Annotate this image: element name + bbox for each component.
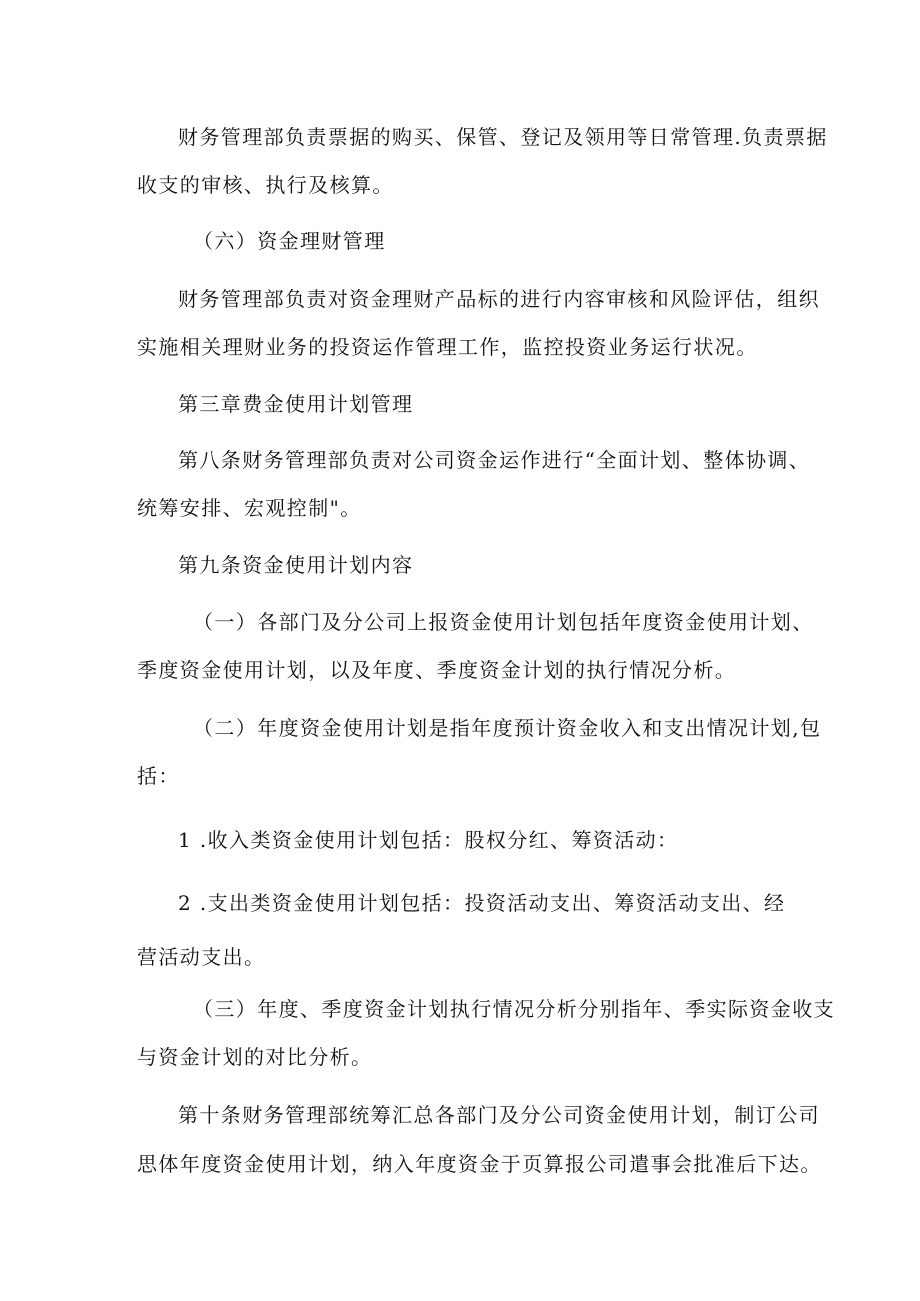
item-3-line-1: （三）年度、季度资金计划执行情况分析分别指年、季实际资金收支: [193, 997, 835, 1021]
paragraph-line-1: 财务管理部负责票据的购买、保管、登记及领用等日常管理.负责票据: [178, 125, 828, 149]
article-8-line-1: 第八条财务管理部负责对公司资金运作进行“全面计划、整体协调、: [178, 448, 811, 472]
article-10-line-1: 第十条财务管理部统筹汇总各部门及分公司资金使用计划，制订公司: [178, 1103, 820, 1127]
article-9-heading: 第九条资金使用计划内容: [178, 553, 414, 577]
paragraph-line-4: 实施相关理财业务的投资运作管理工作，监控投资业务运行状况。: [137, 335, 758, 359]
item-1-line-1: （一）各部门及分公司上报资金使用计划包括年度资金使用计划、: [193, 610, 814, 634]
subitem-2-line-1: 2 .支出类资金使用计划包括：投资活动支出、筹资活动支出、经: [178, 891, 786, 915]
item-2-line-2: 括：: [137, 764, 180, 788]
paragraph-line-2: 收支的审核、执行及核算。: [137, 173, 394, 197]
article-10-line-2: 思体年度资金使用计划，纳入年度资金于页算报公司遣事会批准后下达。: [137, 1152, 822, 1176]
item-3-line-2: 与资金计划的对比分析。: [137, 1045, 373, 1069]
paragraph-line-3: 财务管理部负责对资金理财产品标的进行内容审核和风险评估，组织: [178, 287, 820, 311]
article-8-line-2: 统筹安排、宏观控制"。: [137, 496, 362, 520]
section-heading-liu: （六）资金理财管理: [193, 229, 386, 253]
subitem-2-line-2: 营活动支出。: [137, 945, 266, 969]
subitem-1: 1 .收入类资金使用计划包括：股权分红、筹资活动：: [178, 828, 679, 852]
chapter-heading-3: 第三章费金使用计划管理: [178, 392, 414, 416]
item-2-line-1: （二）年度资金使用计划是指年度预计资金收入和支出情况计划,包: [193, 716, 822, 740]
item-1-line-2: 季度资金使用计划，以及年度、季度资金计划的执行情况分析。: [137, 658, 737, 682]
